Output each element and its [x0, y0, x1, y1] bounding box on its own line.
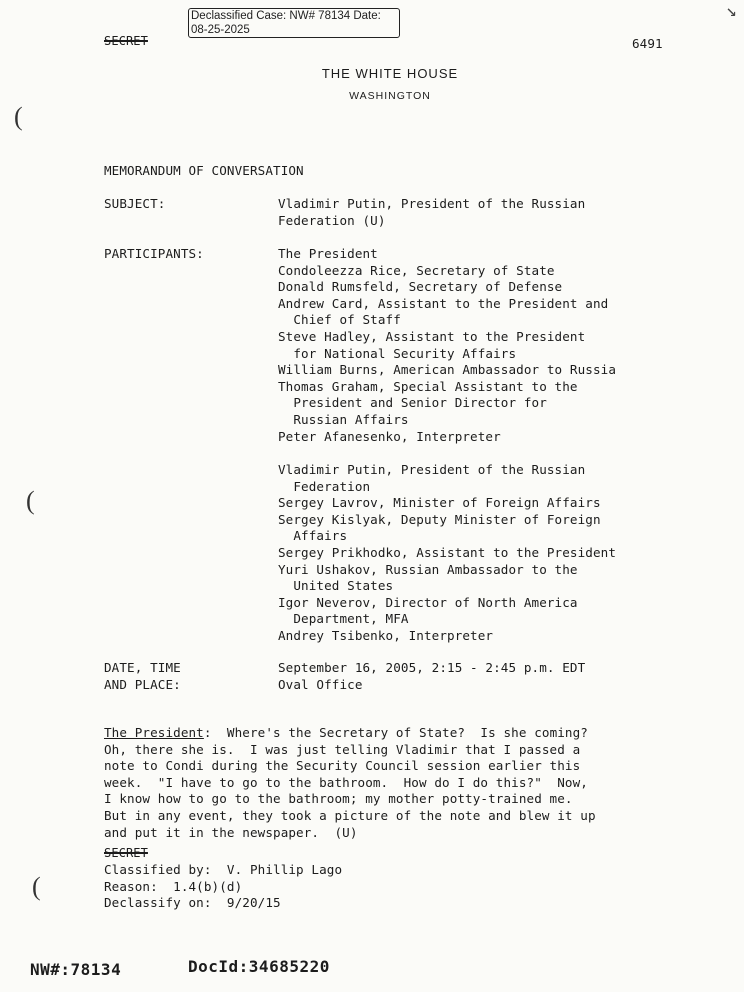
participant-line: Condoleezza Rice, Secretary of State	[278, 262, 555, 278]
date-time-label	[104, 660, 181, 693]
letterhead-title: THE WHITE HOUSE	[321, 66, 459, 81]
date-time-label-line: AND PLACE:	[104, 676, 181, 692]
paragraph-line: Oh, there she is. I was just telling Vladimir that I passed a	[104, 741, 581, 757]
participant-line: Andrey Tsibenko, Interpreter	[278, 627, 494, 643]
russian-participants-list	[278, 462, 616, 645]
participant-line: Sergey Lavrov, Minister of Foreign Affairs	[278, 495, 601, 511]
participant-line: Andrew Card, Assistant to the President and	[278, 295, 609, 311]
participant-line: Steve Hadley, Assistant to the President	[278, 328, 586, 344]
stamp-line-2: 08-25-2025	[191, 24, 250, 36]
paragraph-line: But in any event, they took a picture of the note and blew it up	[104, 807, 596, 823]
subject-line: Federation (U)	[278, 212, 386, 228]
subject-line: Vladimir Putin, President of the Russian	[278, 196, 586, 211]
letterhead-subtitle: WASHINGTON	[349, 90, 431, 102]
participant-line: Affairs	[278, 528, 348, 544]
participant-line: Federation	[278, 478, 371, 494]
participant-line: Vladimir Putin, President of the Russian	[278, 462, 586, 477]
paragraph-line: : Where's the Secretary of State? Is she coming?	[203, 725, 588, 740]
participant-line: Yuri Ushakov, Russian Ambassador to the	[278, 561, 578, 577]
classified-by: Classified by: V. Phillip Lago	[104, 862, 343, 877]
nw-number: NW#:78134	[30, 960, 122, 979]
paragraph-line: week. "I have to go to the bathroom. How do I do this?" Now,	[104, 774, 588, 790]
participant-line: The President	[278, 246, 378, 261]
declassify-on: Declassify on: 9/20/15	[104, 895, 281, 911]
participant-line: United States	[278, 578, 394, 594]
participant-line: for National Security Affairs	[278, 345, 517, 361]
participant-line: Sergey Kislyak, Deputy Minister of Foreign	[278, 511, 601, 527]
conversation-paragraph	[104, 725, 596, 841]
participant-line: Chief of Staff	[278, 312, 401, 328]
date-time-value	[278, 660, 585, 693]
reason: Reason: 1.4(b)(d)	[104, 878, 243, 894]
participant-line: Peter Afanesenko, Interpreter	[278, 428, 501, 444]
participant-line: Donald Rumsfeld, Secretary of Defense	[278, 279, 563, 295]
document-number: 6491	[632, 36, 663, 51]
date-time-line: September 16, 2005, 2:15 - 2:45 p.m. EDT	[278, 660, 586, 675]
speaker-name: The President	[104, 725, 204, 740]
memo-title: MEMORANDUM OF CONVERSATION	[104, 163, 304, 178]
margin-mark: (	[26, 486, 35, 515]
subject-value	[278, 196, 585, 229]
stamp-line-1: Declassified Case: NW# 78134 Date:	[191, 10, 381, 22]
top-classification-marking: SECRET	[104, 34, 148, 48]
participant-line: Sergey Prikhodko, Assistant to the President	[278, 544, 617, 560]
doc-id: DocId:34685220	[188, 957, 330, 976]
participant-line: President and Senior Director for	[278, 395, 547, 411]
participant-line: William Burns, American Ambassador to Russia	[278, 362, 617, 378]
participants-label: PARTICIPANTS:	[104, 246, 204, 261]
paragraph-first-line	[104, 725, 596, 742]
margin-mark: (	[32, 872, 41, 901]
declassification-stamp	[188, 8, 400, 38]
margin-mark: (	[14, 102, 23, 131]
participant-line: Russian Affairs	[278, 411, 409, 427]
us-participants-list	[278, 246, 616, 445]
paragraph-line: I know how to go to the bathroom; my mother potty-trained me.	[104, 791, 573, 807]
classification-block	[104, 862, 342, 912]
paragraph-line: and put it in the newspaper. (U)	[104, 824, 358, 840]
date-time-label-line: DATE, TIME	[104, 660, 181, 675]
participant-line: Igor Neverov, Director of North America	[278, 594, 578, 610]
participant-line: Department, MFA	[278, 611, 409, 627]
place-line: Oval Office	[278, 676, 363, 692]
corner-mark: ↘	[726, 0, 737, 21]
participant-line: Thomas Graham, Special Assistant to the	[278, 378, 578, 394]
subject-label: SUBJECT:	[104, 196, 166, 211]
paragraph-line: note to Condi during the Security Council session earlier this	[104, 758, 581, 774]
bottom-classification-marking: SECRET	[104, 846, 148, 860]
